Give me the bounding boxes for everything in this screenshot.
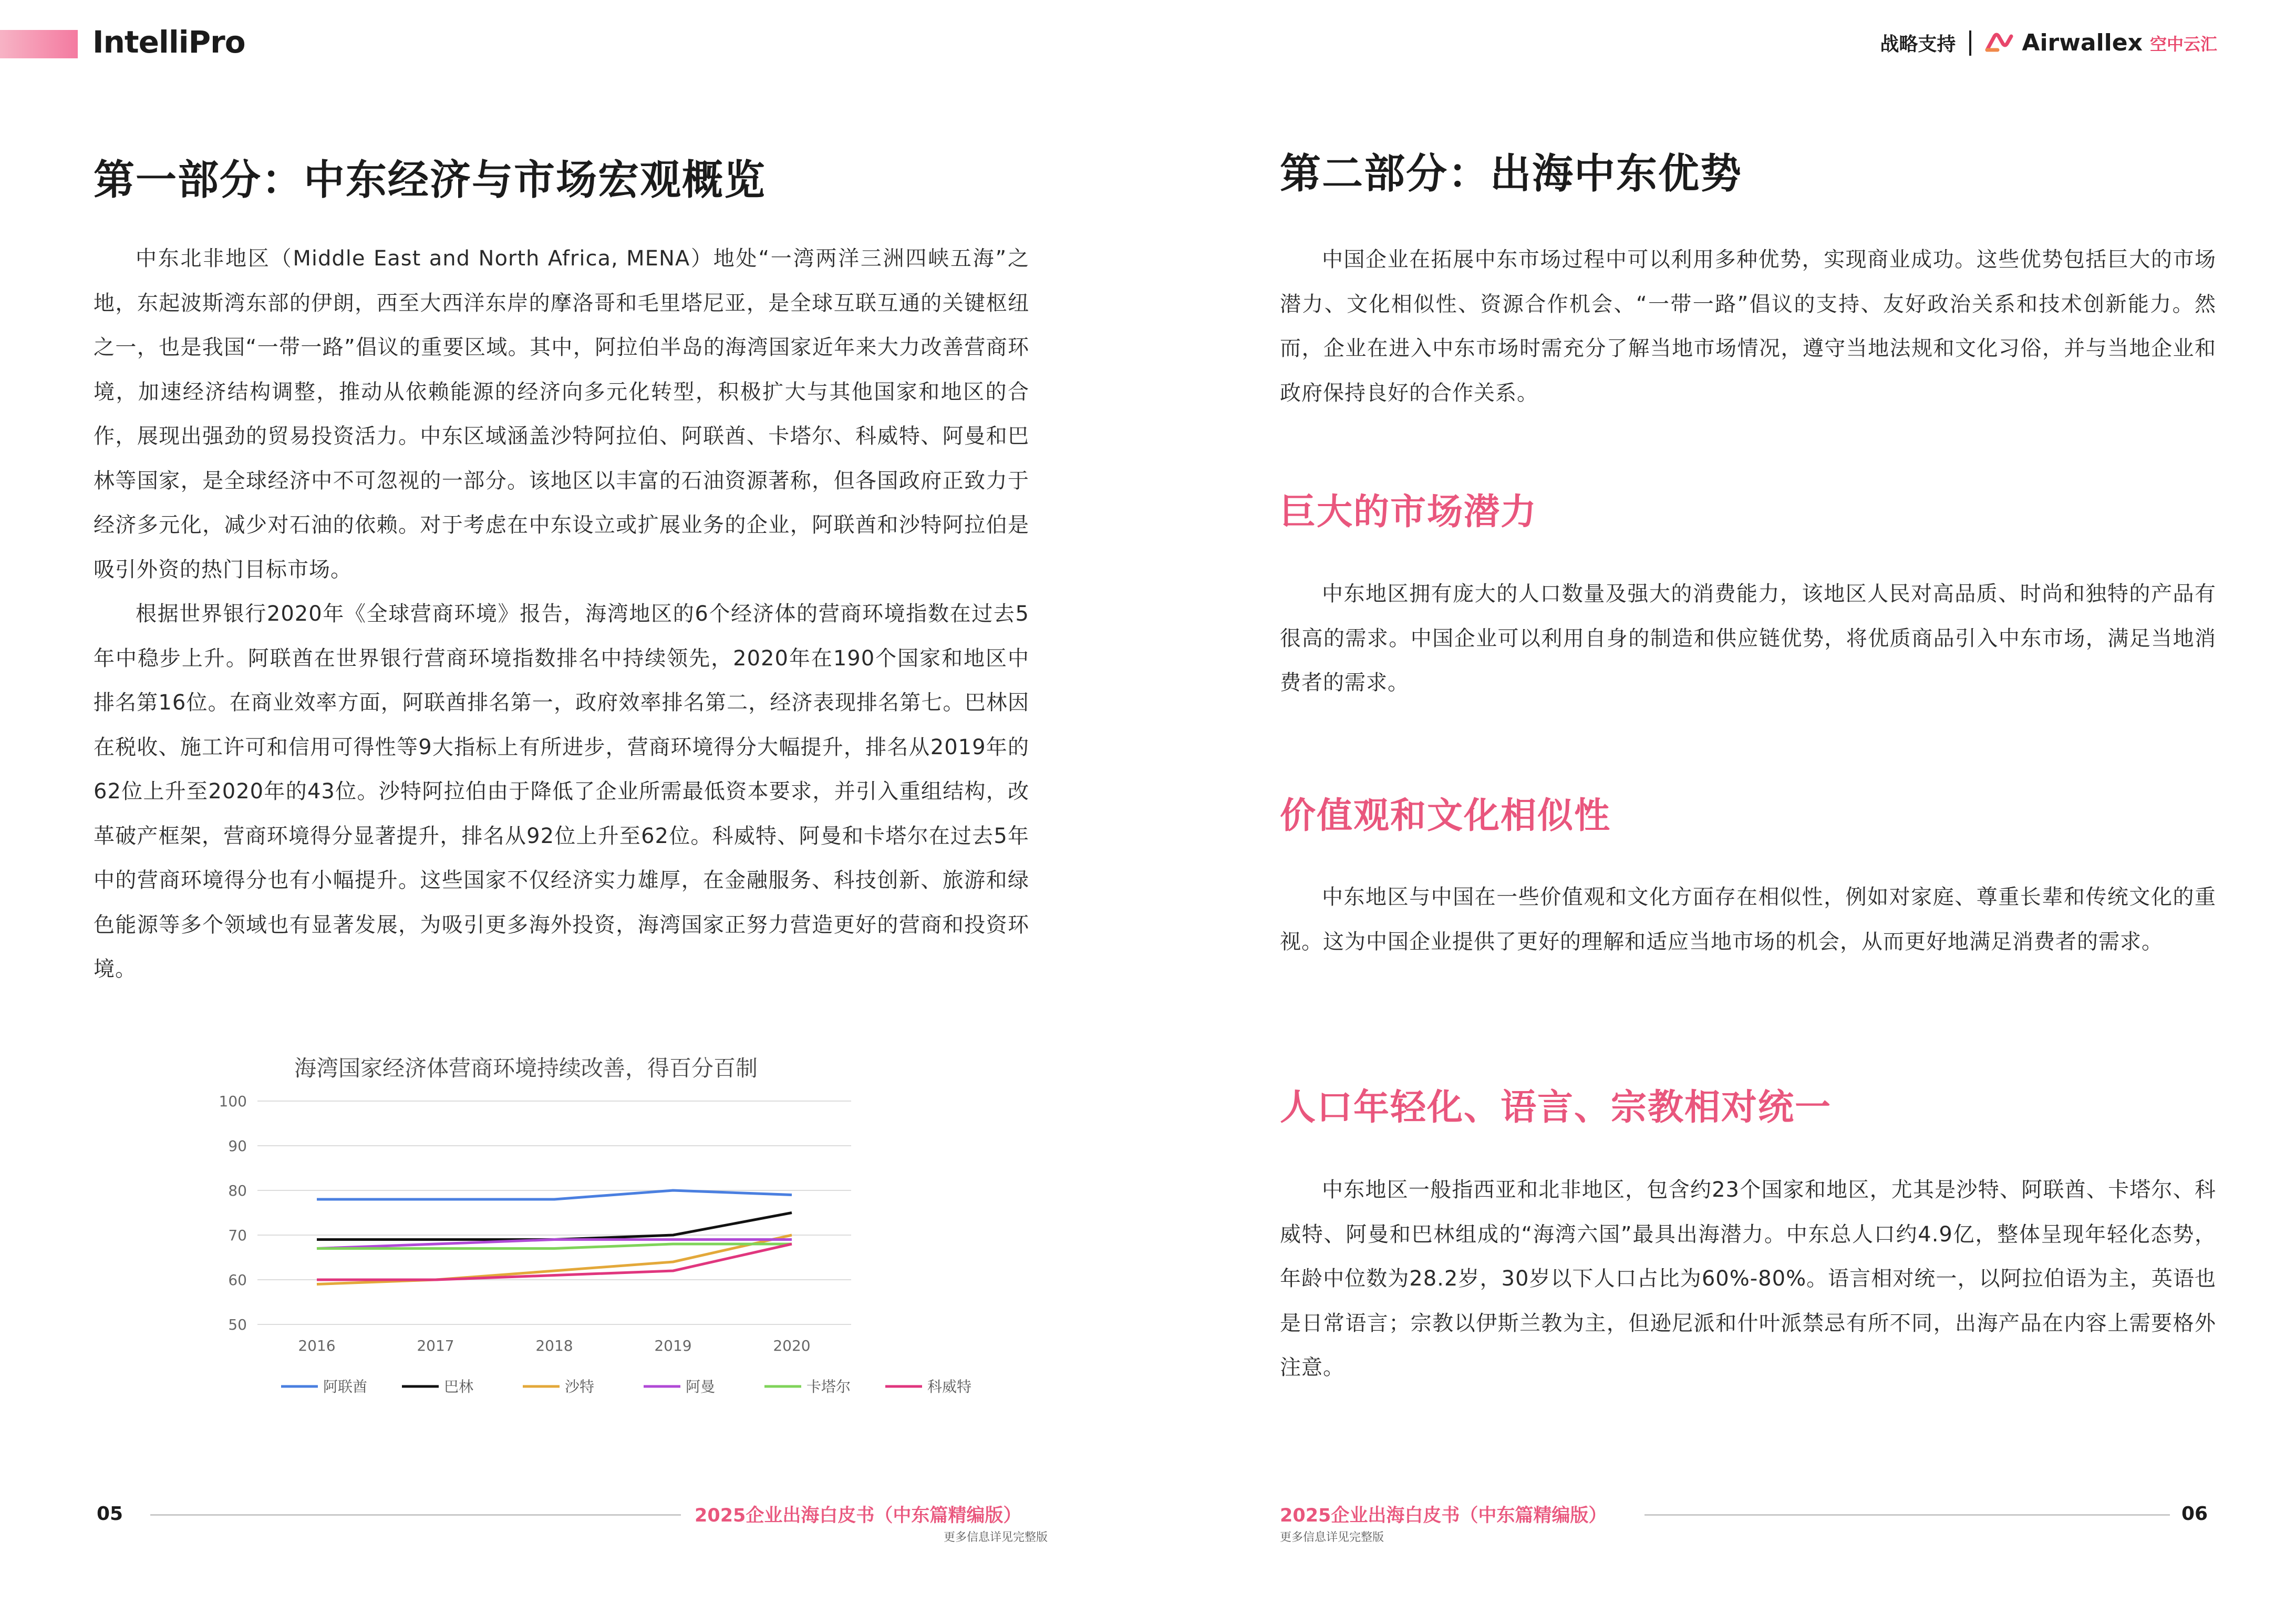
right-page-number: 06 [2181, 1503, 2208, 1525]
y-tick-label: 60 [228, 1271, 247, 1289]
x-tick-label: 2016 [298, 1337, 336, 1354]
airwallex-brand-cn: 空中云汇 [2149, 34, 2217, 54]
x-tick-label: 2018 [535, 1337, 573, 1354]
y-tick-label: 80 [228, 1182, 247, 1199]
legend-label: 科威特 [927, 1378, 972, 1395]
section-heading-market: 巨大的市场潜力 [1280, 491, 1538, 533]
y-tick-label: 70 [228, 1227, 247, 1244]
y-tick-label: 50 [228, 1316, 247, 1333]
legend-label: 阿联酋 [323, 1378, 368, 1395]
part-two-intro [1280, 238, 2216, 415]
series-line-0 [317, 1190, 792, 1199]
section-paragraph: 中东地区拥有庞大的人口数量及强大的消费能力，该地区人民对高品质、时尚和独特的产品有很高的需求。中国企业可以利用自身的制造和供应链优势，将优质商品引入中东市场，满足当地消费者的需求。 [1280, 582, 2216, 695]
section-body-market [1280, 572, 2216, 705]
section-paragraph: 中东地区一般指西亚和北非地区，包含约23个国家和地区，尤其是沙特、阿联酋、卡塔尔、科威特、阿曼和巴林组成的“海湾六国”最具出海潜力。中东总人口约4.9亿，整体呈现年轻化态势，年龄中位数为28.2岁，30岁以下人口占比为60%-80%。语言相对统一，以阿拉伯语为主，英语也是日常语言；宗教以伊斯兰教为主，但逊尼派和什叶派禁忌有所不同，出海产品在内容上需要格外注意。 [1280, 1178, 2216, 1380]
section-body-demographics [1280, 1168, 2216, 1390]
support-label: 战略支持 [1880, 34, 1956, 55]
body-paragraph: 根据世界银行2020年《全球营商环境》报告，海湾地区的6个经济体的营商环境指数在过去5年中稳步上升。阿联酋在世界银行营商环境指数排名中持续领先，2020年在190个国家和地区中排名第16位。在商业效率方面，阿联酋排名第一，政府效率排名第二，经济表现排名第七。巴林因在税收、施工许可和信用可得性等9大指标上有所进步，营商环境得分大幅提升，排名从2019年的62位上升至2020年的43位。沙特阿拉伯由于降低了企业所需最低资本要求，并引入重组结构，改革破产框架，营商环境得分显著提升，排名从92位上升至62位。科威特、阿曼和卡塔尔在过去5年中的营商环境得分也有小幅提升。这些国家不仅经济实力雄厚，在金融服务、科技创新、旅游和绿色能源等多个领域也有显著发展，为吸引更多海外投资，海湾国家正努力营造更好的营商和投资环境。 [94, 602, 1029, 981]
part-one-title: 第一部分：中东经济与市场宏观概览 [94, 157, 767, 204]
part-one-body [94, 237, 1029, 992]
part-two-title: 第二部分：出海中东优势 [1280, 150, 1743, 198]
section-paragraph: 中东地区与中国在一些价值观和文化方面存在相似性，例如对家庭、尊重长辈和传统文化的重视。这为中国企业提供了更好的理解和适应当地市场的机会，从而更好地满足消费者的需求。 [1280, 885, 2216, 954]
right-footer-note: 更多信息详见完整版 [1280, 1531, 1384, 1544]
business-environment-line-chart [200, 1083, 972, 1419]
legend-label: 沙特 [565, 1378, 595, 1395]
y-tick-label: 90 [228, 1137, 247, 1155]
left-footer-rule [150, 1514, 681, 1516]
header-sponsor [1880, 29, 2217, 56]
section-heading-demographics: 人口年轻化、语言、宗教相对统一 [1280, 1087, 1832, 1128]
legend-label: 卡塔尔 [806, 1378, 851, 1395]
x-tick-label: 2019 [654, 1337, 692, 1354]
airwallex-brand-name: Airwallex [2022, 29, 2143, 56]
airwallex-logo-icon [1985, 32, 2016, 54]
y-tick-label: 100 [219, 1093, 247, 1110]
x-tick-label: 2020 [773, 1337, 811, 1354]
body-paragraph: 中东北非地区（Middle East and North Africa, MENA）地处“一湾两洋三洲四峡五海”之地，东起波斯湾东部的伊朗，西至大西洋东岸的摩洛哥和毛里塔尼亚，是全球互联互通的关键枢纽之一，也是我国“一带一路”倡议的重要区域。其中，阿拉伯半岛的海湾国家近年来大力改善营商环境，加速经济结构调整，推动从依赖能源的经济向多元化转型，积极扩大与其他国家和地区的合作，展现出强劲的贸易投资活力。中东区域涵盖沙特阿拉伯、阿联酋、卡塔尔、科威特、阿曼和巴林等国家，是全球经济中不可忽视的一部分。该地区以丰富的石油资源著称，但各国政府正致力于经济多元化，减少对石油的依赖。对于考虑在中东设立或扩展业务的企业，阿联酋和沙特阿拉伯是吸引外资的热门目标市场。 [94, 246, 1029, 582]
right-footer-rule [1645, 1514, 2170, 1516]
x-tick-label: 2017 [417, 1337, 454, 1354]
left-page-number: 05 [97, 1503, 123, 1525]
header-divider [1969, 30, 1971, 56]
section-heading-culture: 价值观和文化相似性 [1280, 795, 1611, 837]
left-footer-note: 更多信息详见完整版 [944, 1531, 1048, 1544]
legend-label: 阿曼 [686, 1378, 716, 1395]
chart-title: 海湾国家经济体营商环境持续改善，得百分百制 [294, 1055, 758, 1081]
intellipro-logo: IntelliPro [92, 24, 245, 60]
logo-accent-bar [0, 30, 78, 58]
right-footer-title: 2025企业出海白皮书（中东篇精编版） [1280, 1505, 1607, 1526]
legend-label: 巴林 [444, 1378, 474, 1395]
left-footer-title: 2025企业出海白皮书（中东篇精编版） [695, 1505, 1022, 1526]
section-body-culture [1280, 875, 2216, 964]
intro-paragraph: 中国企业在拓展中东市场过程中可以利用多种优势，实现商业成功。这些优势包括巨大的市场潜力、文化相似性、资源合作机会、“一带一路”倡议的支持、友好政治关系和技术创新能力。然而，企业在进入中东市场时需充分了解当地市场情况，遵守当地法规和文化习俗，并与当地企业和政府保持良好的合作关系。 [1280, 248, 2216, 405]
